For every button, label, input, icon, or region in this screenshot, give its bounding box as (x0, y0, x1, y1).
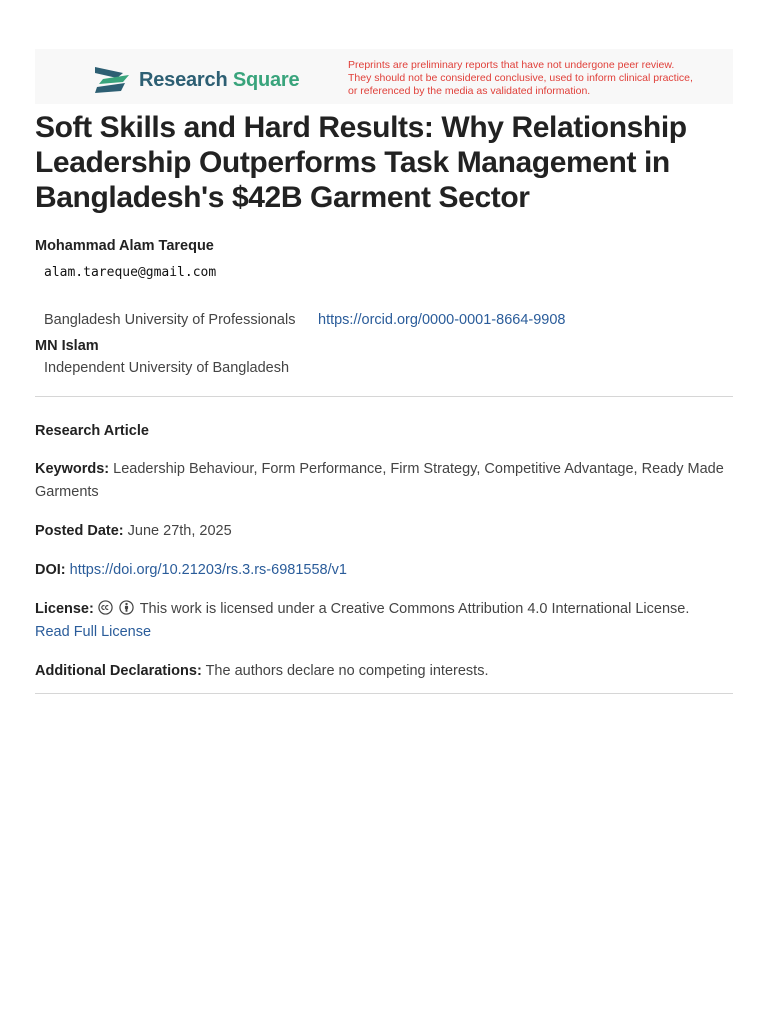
posted-date-value: June 27th, 2025 (127, 523, 232, 539)
doi-label: DOI: (35, 562, 66, 578)
author-affiliation: Independent University of Bangladesh (44, 360, 290, 376)
disclaimer-line: or referenced by the media as validated information. (348, 85, 591, 97)
article-type (35, 420, 735, 443)
preprint-disclaimer (348, 59, 708, 98)
posted-date-label: Posted Date: (35, 523, 124, 539)
research-square-logo[interactable] (93, 64, 299, 96)
keywords-label: Keywords: (35, 461, 110, 477)
logo-wordmark (139, 69, 299, 92)
creative-commons-icon (98, 600, 113, 615)
orcid-link[interactable]: https://orcid.org/0000-0001-8664-9908 (318, 312, 566, 328)
license-text: This work is licensed under a Creative Commons Attribution 4.0 International License. (139, 601, 690, 617)
keywords-value: Leadership Behaviour, Form Performance, Firm Strategy, Competitive Advantage, Ready Made Garments (35, 461, 724, 500)
disclaimer-line: They should not be considered conclusive, used to inform clinical practice, (348, 72, 693, 84)
doi-link[interactable]: https://doi.org/10.21203/rs.3.rs-6981558/v1 (69, 562, 347, 578)
attribution-icon (119, 600, 134, 615)
keywords-section (35, 458, 735, 504)
preprint-banner (35, 49, 733, 104)
author-affiliation: Bangladesh University of Professionals (44, 312, 296, 328)
disclaimer-line: Preprints are preliminary reports that have not undergone peer review. (348, 59, 675, 71)
title-line: Soft Skills and Hard Results: Why Relationship (35, 111, 687, 144)
posted-date-section (35, 520, 735, 543)
section-divider (35, 693, 733, 694)
license-label: License: (35, 601, 94, 617)
author-email[interactable]: alam.tareque@gmail.com (44, 265, 217, 280)
research-square-logo-icon (93, 65, 130, 95)
doi-section (35, 559, 735, 582)
title-line: Bangladesh's $42B Garment Sector (35, 181, 530, 214)
author-name: Mohammad Alam Tareque (35, 238, 214, 254)
author-name: MN Islam (35, 338, 99, 354)
logo-word-research: Research (139, 68, 228, 91)
paper-title (35, 110, 735, 215)
article-type-label: Research Article (35, 423, 149, 439)
license-section (35, 598, 735, 644)
title-line: Leadership Outperforms Task Management in (35, 146, 670, 179)
declarations-value: The authors declare no competing interests. (205, 663, 489, 679)
declarations-label: Additional Declarations: (35, 663, 202, 679)
section-divider (35, 396, 733, 397)
read-full-license-link[interactable]: Read Full License (35, 624, 152, 640)
logo-word-square: Square (232, 68, 300, 91)
declarations-section (35, 660, 735, 683)
